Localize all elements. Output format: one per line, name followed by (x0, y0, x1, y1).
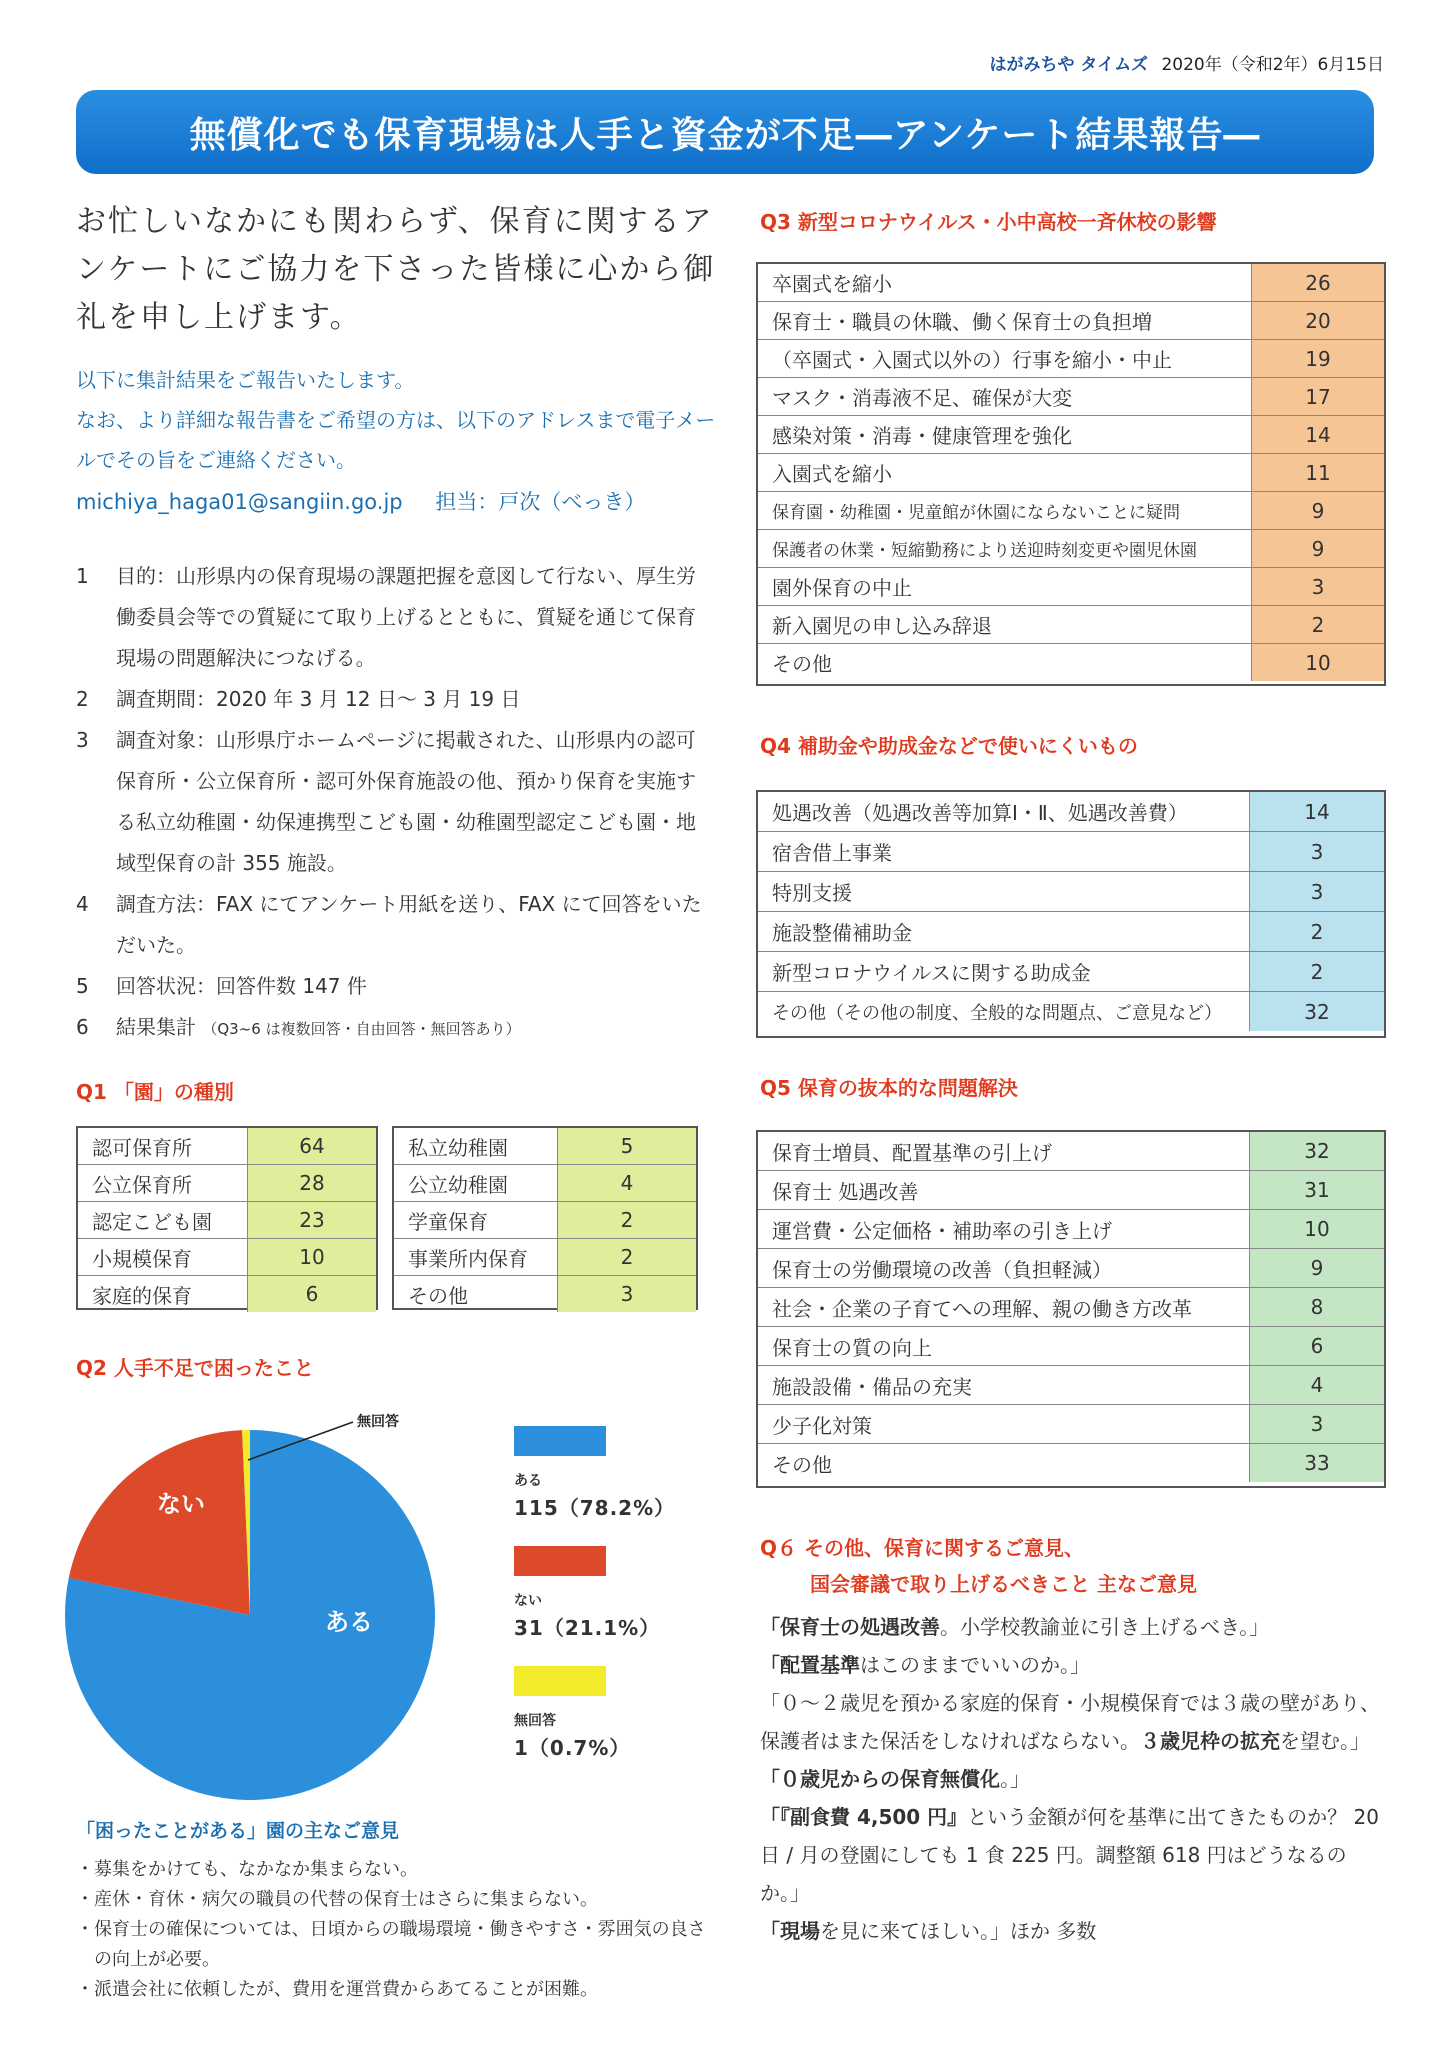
legend-label-aru: ある (514, 1473, 542, 1489)
q4-row-value: 3 (1250, 872, 1385, 912)
legend-label-nai: ない (514, 1593, 542, 1609)
q3-row (758, 492, 1384, 530)
q1-right-row (394, 1128, 696, 1165)
q1-left-row-value: 64 (248, 1128, 377, 1165)
q5-row (758, 1249, 1384, 1288)
q5-row-value: 31 (1250, 1171, 1385, 1210)
q1-left-row (78, 1202, 376, 1239)
q5-table (758, 1132, 1384, 1482)
q3-row (758, 340, 1384, 378)
q5-row-label: 施設設備・備品の充実 (758, 1366, 1250, 1405)
q4-title: Q4 補助金や助成金などで使いにくいもの (760, 734, 1138, 758)
item-text: 調査対象：山形県庁ホームページに掲載された、山形県内の認可保育所・公立保育所・認可外保育施設の他、預かり保育を実施する私立幼稚園・幼保連携型こども園・幼稚園型認定こども園・地域型保育の計 355 施設。 (116, 728, 696, 875)
q1-left-row-label: 認定こども園 (78, 1202, 248, 1239)
title-banner (76, 90, 1374, 174)
q1-right-row-value: 3 (558, 1276, 697, 1313)
item-number: 2 (76, 687, 89, 711)
opinion-item: ・募集をかけても、なかなか集まらない。 (76, 1859, 418, 1880)
q6-opinion-5-text: という金額が何を基準に出てきたものか？ 20 日 / 月の登園にしても 1 食 225 円。調整額 618 円はどうなるのか。」 (760, 1805, 1379, 1905)
q1-left-row-label: 認可保育所 (78, 1128, 248, 1165)
q3-row-value: 19 (1252, 340, 1385, 378)
q1-left-row-value: 10 (248, 1239, 377, 1276)
item-number: 4 (76, 892, 89, 916)
q6-opinion-4 (760, 1760, 1380, 1798)
q6-opinion-2 (760, 1646, 1380, 1684)
survey-overview (76, 556, 712, 1050)
legend-label-mukaitou: 無回答 (514, 1713, 556, 1729)
q5-row (758, 1288, 1384, 1327)
q1-right-row-label: その他 (408, 1283, 468, 1308)
q1-left-row-label: 家庭的保育 (92, 1283, 192, 1308)
q6-opinion-3-bold: ３歳児枠の拡充 (1140, 1729, 1280, 1753)
q6-opinion-3-end: を望む。」 (1280, 1729, 1370, 1753)
q1-right-row-value: 2 (558, 1202, 697, 1239)
q3-row-value: 20 (1252, 302, 1385, 340)
item-text: 調査期間：2020 年 3 月 12 日～ 3 月 19 日 (116, 687, 521, 711)
q4-row (758, 872, 1384, 912)
q5-row (758, 1171, 1384, 1210)
q5-row-label: 社会・企業の子育てへの理解、親の働き方改革 (758, 1288, 1250, 1327)
q1-right-row-label: 公立幼稚園 (394, 1165, 558, 1202)
slice-label-aru: ある (325, 1609, 373, 1636)
q3-row (758, 264, 1384, 302)
report-line-1: 以下に集計結果をご報告いたします。 (76, 368, 415, 392)
q3-row-value: 17 (1252, 378, 1385, 416)
q4-row-label: 宿舎借上事業 (758, 832, 1250, 872)
slice-label-mukaitou: 無回答 (357, 1413, 399, 1429)
masthead-brand: はがみちや タイムズ (989, 55, 1149, 75)
q4-table (758, 792, 1384, 1031)
legend-swatch-mukaitou (514, 1666, 606, 1696)
q5-row-value: 9 (1250, 1249, 1385, 1288)
q5-row-value: 6 (1250, 1327, 1385, 1366)
q4-row (758, 992, 1384, 1032)
q1-left-row (78, 1239, 376, 1276)
q3-row-label: 入園式を縮小 (758, 454, 1252, 492)
q6-opinion-2-bold: 「配置基準 (760, 1653, 860, 1677)
q3-row-label: 感染対策・消毒・健康管理を強化 (758, 416, 1252, 454)
contact-email[interactable]: michiya_haga01@sangiin.go.jp (76, 490, 403, 514)
q6-title (760, 1530, 1197, 1602)
q3-row (758, 454, 1384, 492)
q3-title: Q3 新型コロナウイルス・小中高校一斉休校の影響 (760, 210, 1217, 234)
q3-row-value: 14 (1252, 416, 1385, 454)
q6-opinion-6-bold: 「現場 (760, 1919, 820, 1943)
report-notice (76, 360, 716, 480)
q1-right-row-label: 私立幼稚園 (394, 1128, 558, 1165)
q5-row-label: 運営費・公定価格・補助率の引き上げ (758, 1210, 1250, 1249)
q1-left-table (78, 1128, 376, 1312)
q4-row (758, 912, 1384, 952)
q4-row-label: 特別支援 (758, 872, 1250, 912)
q3-row-label: 新入園児の申し込み辞退 (758, 606, 1252, 644)
q3-row-value: 9 (1252, 530, 1385, 568)
item-number: 6 (76, 1015, 89, 1039)
q6-opinion-2-text: はこのままでいいのか。」 (860, 1653, 1090, 1677)
q3-row (758, 378, 1384, 416)
slice-label-nai: ない (157, 1491, 205, 1518)
q3-row-value: 10 (1252, 644, 1385, 682)
q1-title: Q1 「園」の種別 (76, 1080, 234, 1104)
q6-opinion-3-text: 「０～２歳児を預かる家庭的保育・小規模保育では３歳の壁があり、保護者はまた保活をしなければならない。 (760, 1691, 1380, 1753)
item-number: 3 (76, 728, 89, 752)
q4-row-label: 新型コロナウイルスに関する助成金 (758, 952, 1250, 992)
item-text: 目的：山形県内の保育現場の課題把握を意図して行ない、厚生労働委員会等での質疑にて取り上げるとともに、質疑を通じて保育現場の問題解決につなげる。 (116, 564, 696, 670)
q4-row (758, 832, 1384, 872)
q5-row (758, 1132, 1384, 1171)
overview-item (76, 720, 712, 884)
q6-title-line-2: 国会審議で取り上げるべきこと 主なご意見 (810, 1572, 1197, 1596)
q6-title-line-1: Q６ その他、保育に関するご意見、 (760, 1536, 1084, 1560)
q5-row (758, 1210, 1384, 1249)
q1-left-row-label: 公立保育所 (78, 1165, 248, 1202)
q6-opinion-1-text: 。小学校教諭並に引き上げるべき。」 (940, 1615, 1270, 1639)
masthead (989, 50, 1384, 75)
q3-row (758, 302, 1384, 340)
q5-row-label: 保育士増員、配置基準の引上げ (758, 1132, 1250, 1171)
q3-table (758, 264, 1384, 681)
q6-opinion-6-text: を見に来てほしい。」ほか 多数 (820, 1919, 1097, 1943)
q1-left-row-value: 28 (248, 1165, 377, 1202)
intro-text: お忙しいなかにも関わらず、保育に関するアンケートにご協力を下さった皆様に心から御礼を申し上げます。 (76, 204, 716, 335)
q3-row (758, 644, 1384, 682)
q5-row-value: 3 (1250, 1405, 1385, 1444)
opinion-item: ・産休・育休・病欠の職員の代替の保育士はさらに集まらない。 (76, 1889, 598, 1910)
q5-row (758, 1405, 1384, 1444)
q3-row-label: 保護者の休業・短縮勤務により送迎時刻変更や園児休園 (758, 530, 1252, 568)
overview-item (76, 884, 712, 966)
q1-table-right (392, 1126, 698, 1310)
q3-row-value: 9 (1252, 492, 1385, 530)
contact-person: 担当：戸次（べっき） (435, 490, 646, 514)
q5-row-value: 32 (1250, 1132, 1385, 1171)
q2-pie-chart (60, 1400, 500, 1800)
q1-left-row-label: 小規模保育 (78, 1239, 248, 1276)
q6-opinion-4-text: 。」 (1000, 1767, 1030, 1791)
q3-row-label: その他 (772, 652, 832, 676)
q3-row (758, 606, 1384, 644)
q5-row (758, 1444, 1384, 1483)
q5-row (758, 1366, 1384, 1405)
opinions-title: 「困ったことがある」園の主なご意見 (76, 1820, 400, 1842)
item-number: 5 (76, 974, 89, 998)
legend-value-nai: 31（21.1%） (514, 1616, 661, 1640)
q5-row-value: 8 (1250, 1288, 1385, 1327)
q6-opinions (760, 1608, 1380, 1950)
q4-row-value: 3 (1250, 832, 1385, 872)
q3-row (758, 568, 1384, 606)
q4-row-value: 2 (1250, 952, 1385, 992)
q3-row-value: 26 (1252, 264, 1385, 302)
masthead-date: 2020年（令和2年）6月15日 (1161, 55, 1384, 75)
q6-opinion-3 (760, 1684, 1380, 1760)
q4-row-label: 施設整備補助金 (758, 912, 1250, 952)
legend-value-aru: 115（78.2%） (514, 1496, 676, 1520)
q1-left-row-value: 23 (248, 1202, 377, 1239)
overview-item (76, 966, 712, 1007)
q1-table-left (76, 1126, 378, 1310)
q1-right-row (394, 1239, 696, 1276)
q6-opinion-6 (760, 1912, 1380, 1950)
item-text: 結果集計 (116, 1015, 196, 1039)
q3-row-label: 園外保育の中止 (758, 568, 1252, 606)
q3-row-value: 3 (1252, 568, 1385, 606)
q6-opinion-4-bold: 「０歳児からの保育無償化 (760, 1767, 1000, 1791)
item-text: 調査方法：FAX にてアンケート用紙を送り、FAX にて回答をいただいた。 (116, 892, 702, 957)
legend-swatch-nai (514, 1546, 606, 1576)
q4-table-box (756, 790, 1386, 1038)
q3-row-label: 卒園式を縮小 (758, 264, 1252, 302)
q1-right-row-label: 事業所内保育 (394, 1239, 558, 1276)
overview-item (76, 679, 712, 720)
overview-item (76, 1007, 712, 1050)
opinion-item: ・派遣会社に依頼したが、費用を運営費からあてることが困難。 (76, 1979, 598, 2000)
q1-right-row-value: 4 (558, 1165, 697, 1202)
q6-opinion-1 (760, 1608, 1380, 1646)
report-line-2: なお、より詳細な報告書をご希望の方は、以下のアドレスまで電子メールでその旨をご連絡ください。 (76, 408, 716, 472)
opinions-list (76, 1855, 716, 2005)
q5-row-label: 保育士 処遇改善 (758, 1171, 1250, 1210)
opinion-item: ・保育士の確保については、日頃からの職場環境・働きやすさ・雰囲気の良さの向上が必要。 (76, 1919, 706, 1970)
q4-row (758, 792, 1384, 832)
q5-row-value: 10 (1250, 1210, 1385, 1249)
q1-right-row (394, 1276, 696, 1313)
contact (76, 486, 645, 516)
q4-row (758, 952, 1384, 992)
q4-row-value: 32 (1250, 992, 1385, 1032)
q5-row-label: その他 (772, 1452, 832, 1477)
q3-row-label: マスク・消毒液不足、確保が大変 (758, 378, 1252, 416)
q1-left-row (78, 1165, 376, 1202)
q1-right-row (394, 1202, 696, 1239)
legend-value-mukaitou: 1（0.7%） (514, 1736, 631, 1760)
q3-row-value: 11 (1252, 454, 1385, 492)
q6-opinion-5 (760, 1798, 1380, 1912)
q4-row-value: 14 (1250, 792, 1385, 832)
q1-left-row (78, 1128, 376, 1165)
q2-title: Q2 人手不足で困ったこと (76, 1356, 314, 1380)
pie-slices (65, 1430, 435, 1800)
q5-row (758, 1327, 1384, 1366)
item-text-wrap (116, 1007, 712, 1050)
item-number: 1 (76, 564, 89, 588)
legend-swatch-aru (514, 1426, 606, 1456)
q5-row-value: 4 (1250, 1366, 1385, 1405)
q3-row-label: （卒園式・入園式以外の）行事を縮小・中止 (758, 340, 1252, 378)
q4-row-value: 2 (1250, 912, 1385, 952)
q3-row-label: 保育園・幼稚園・児童館が休園にならないことに疑問 (758, 492, 1252, 530)
q5-table-box (756, 1130, 1386, 1488)
q1-right-row (394, 1165, 696, 1202)
item-note: （Q3~6 は複数回答・自由回答・無回答あり） (202, 1020, 521, 1038)
q5-row-label: 保育士の労働環境の改善（負担軽減） (758, 1249, 1250, 1288)
q5-row-value: 33 (1250, 1444, 1385, 1483)
q4-row-label: 処遇改善（処遇改善等加算Ⅰ・Ⅱ、処遇改善費） (758, 792, 1250, 832)
q1-right-table (394, 1128, 696, 1312)
q3-row (758, 530, 1384, 568)
q1-right-row-label: 学童保育 (394, 1202, 558, 1239)
q3-row (758, 416, 1384, 454)
q6-opinion-5-bold: 「『副食費 4,500 円』 (760, 1805, 968, 1829)
q6-opinion-1-bold: 「保育士の処遇改善 (760, 1615, 940, 1639)
q1-left-row-value: 6 (248, 1276, 377, 1313)
q5-row-label: 保育士の質の向上 (758, 1327, 1250, 1366)
q5-row-label: 少子化対策 (758, 1405, 1250, 1444)
q4-row-label: その他（その他の制度、全般的な問題点、ご意見など） (772, 1002, 1222, 1024)
q1-right-row-value: 5 (558, 1128, 697, 1165)
q5-title: Q5 保育の抜本的な問題解決 (760, 1076, 1018, 1100)
q3-row-value: 2 (1252, 606, 1385, 644)
q1-left-row (78, 1276, 376, 1313)
q1-right-row-value: 2 (558, 1239, 697, 1276)
q3-table-box (756, 262, 1386, 686)
page-title: 無償化でも保育現場は人手と資金が不足―アンケート結果報告― (189, 114, 1261, 156)
q3-row-label: 保育士・職員の休職、働く保育士の負担増 (758, 302, 1252, 340)
item-text: 回答状況：回答件数 147 件 (116, 974, 367, 998)
overview-item (76, 556, 712, 679)
